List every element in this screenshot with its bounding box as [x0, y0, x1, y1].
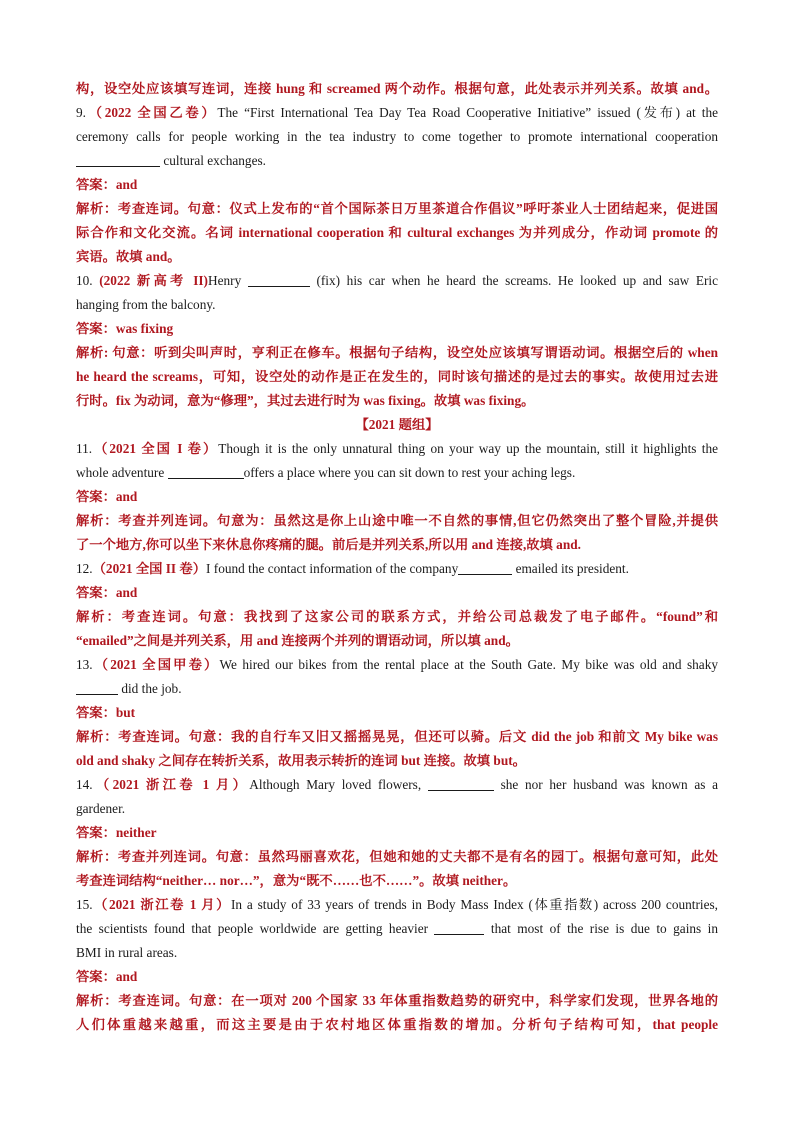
answer-label: 答案： [76, 969, 116, 984]
analysis-9-line-2: 际合作和文化交流。名词 international cooperation 和 cultural exchanges 为并列成分，作动词 promote 的 [76, 225, 718, 240]
analysis-12-line-2: “emailed”之间是并列关系，用 and 连接两个并列的谓语动词，所以填 and。 [76, 633, 519, 648]
question-text: did the job. [121, 681, 182, 696]
question-9-line-2: ceremony calls for people working in the tea industry to come together to promote international cooperation [76, 129, 718, 144]
question-text: (fix) his car when he heard the screams. He looked up and saw Eric [316, 273, 718, 288]
question-text: Though it is the only unnatural thing on your way up the mountain, still it highlights the [218, 441, 718, 456]
question-number: 13. [76, 657, 93, 672]
question-text: cultural exchanges. [163, 153, 266, 168]
group-heading: 【2021 题组】 [355, 417, 439, 432]
question-source: （2021 浙江卷 1 月） [92, 777, 250, 792]
question-10 [76, 269, 718, 293]
answer-label: 答案： [76, 177, 116, 192]
answer-label: 答案： [76, 705, 116, 720]
question-11 [76, 437, 718, 461]
analysis-13-line-1: 解析：考查连词。句意：我的自行车又旧又摇摇晃晃，但还可以骑。后文 did the job 和前文 My bike was [76, 729, 718, 744]
answer-13 [76, 701, 718, 725]
question-12 [76, 557, 718, 581]
question-10-line-2: hanging from the balcony. [76, 297, 216, 312]
question-number: 9. [76, 105, 86, 120]
analysis-10-line-2: he heard the screams，可知，设空处的动作是正在发生的，同时该句描述的是过去的事实。故使用过去进 [76, 369, 718, 384]
question-number: 12. [76, 561, 93, 576]
answer-blank[interactable] [428, 776, 494, 791]
answer-value: but [115, 705, 136, 720]
question-source: (2022 新高考 II) [99, 273, 208, 288]
question-source: （2022 全国乙卷） [85, 105, 218, 120]
answer-blank[interactable] [434, 920, 484, 935]
question-15-line-2 [76, 917, 718, 941]
question-text: offers a place where you can sit down to rest your aching legs. [243, 465, 576, 480]
answer-blank[interactable] [76, 152, 160, 167]
question-9-line-3 [76, 149, 718, 173]
answer-blank[interactable] [248, 272, 310, 287]
question-source: （2021 全国 II 卷） [92, 561, 207, 576]
analysis-11-line-1: 解析：考查并列连词。句意为：虽然这是你上山途中唯一不自然的事情,但它仍然突出了整个冒险,并提供 [76, 513, 718, 528]
answer-value: was fixing [115, 321, 174, 336]
question-15 [76, 893, 718, 917]
answer-value: neither [115, 825, 157, 840]
question-number: 11. [76, 441, 93, 456]
answer-value: and [115, 489, 138, 504]
analysis-11-line-2: 了一个地方,你可以坐下来休息你疼痛的腿。前后是并列关系,所以用 and 连接,故填 and. [76, 537, 581, 552]
analysis-9-line-1: 解析：考查连词。句意：仪式上发布的“首个国际茶日万里茶道合作倡议”呼吁茶业人士团结起来，促进国 [76, 201, 718, 216]
analysis-10-line-1: 解析: 句意：听到尖叫声时，亨利正在修车。根据句子结构，设空处应该填写谓语动词。根据空后的 when [76, 345, 718, 360]
question-text: Although Mary loved flowers, [249, 777, 422, 792]
question-text: emailed its president. [515, 561, 629, 576]
analysis-13-line-2: old and shaky 之间存在转折关系，故用表示转折的连词 but 连接。故填 but。 [76, 753, 526, 768]
question-text: The “First International Tea Day Tea Road Cooperative Initiative” issued (发布) at the [217, 105, 718, 120]
question-text: I found the contact information of the company [206, 561, 459, 576]
answer-value: and [115, 585, 138, 600]
answer-10 [76, 317, 718, 341]
answer-blank[interactable] [168, 464, 244, 479]
question-9 [76, 101, 718, 125]
answer-value: and [115, 969, 138, 984]
analysis-14-line-1: 解析：考查并列连词。句意：虽然玛丽喜欢花，但她和她的丈夫都不是有名的园丁。根据句意可知，此处 [76, 849, 718, 864]
question-15-line-3: BMI in rural areas. [76, 945, 178, 960]
analysis-15-line-2: 人们体重越来越重，而这主要是由于农村地区体重指数的增加。分析句子结构可知，that people [76, 1017, 718, 1032]
analysis-9-line-3: 宾语。故填 and。 [76, 249, 181, 264]
question-text: We hired our bikes from the rental place at the South Gate. My bike was old and shaky [219, 657, 718, 672]
question-text: she nor her husband was known as a [500, 777, 718, 792]
analysis-12-line-1: 解析：考查连词。句意：我找到了这家公司的联系方式，并给公司总裁发了电子邮件。“found”和 [76, 609, 718, 624]
continuation-text: 构，设空处应该填写连词，连接 hung 和 screamed 两个动作。根据句意，此处表示并列关系。故填 and。 [76, 81, 718, 96]
answer-9 [76, 173, 718, 197]
answer-label: 答案： [76, 489, 116, 504]
question-text: the scientists found that people worldwide are getting heavier [76, 921, 429, 936]
question-text: that most of the rise is due to gains in [490, 921, 718, 936]
question-11-line-2 [76, 461, 718, 485]
question-number: 10. [76, 273, 93, 288]
question-source: （2021 全国甲卷） [92, 657, 220, 672]
question-source: （2021 浙江卷 1 月） [92, 897, 231, 912]
analysis-14-line-2: 考查连词结构“neither… nor…”，意为“既不……也不……”。故填 neither。 [76, 873, 517, 888]
question-text: Henry [207, 273, 242, 288]
answer-11 [76, 485, 718, 509]
question-text: In a study of 33 years of trends in Body Mass Index (体重指数) across 200 countries, [230, 897, 718, 912]
answer-value: and [115, 177, 138, 192]
question-13 [76, 653, 718, 677]
document-body [76, 77, 718, 1037]
analysis-15-line-1: 解析：考查连词。句意：在一项对 200 个国家 33 年体重指数趋势的研究中，科学家们发现，世界各地的 [76, 993, 718, 1008]
answer-label: 答案： [76, 585, 116, 600]
answer-blank[interactable] [76, 680, 118, 695]
answer-label: 答案： [76, 321, 116, 336]
question-13-line-2 [76, 677, 718, 701]
question-source: （2021 全国 I 卷） [92, 441, 219, 456]
answer-14 [76, 821, 718, 845]
question-14 [76, 773, 718, 797]
answer-12 [76, 581, 718, 605]
answer-label: 答案： [76, 825, 116, 840]
question-14-line-2: gardener. [76, 801, 126, 816]
question-number: 15. [76, 897, 93, 912]
question-text: whole adventure [76, 465, 165, 480]
answer-15 [76, 965, 718, 989]
answer-blank[interactable] [458, 560, 512, 575]
analysis-10-line-3: 行时。fix 为动词，意为“修理”，其过去进行时为 was fixing。故填 was fixing。 [76, 393, 535, 408]
question-number: 14. [76, 777, 93, 792]
